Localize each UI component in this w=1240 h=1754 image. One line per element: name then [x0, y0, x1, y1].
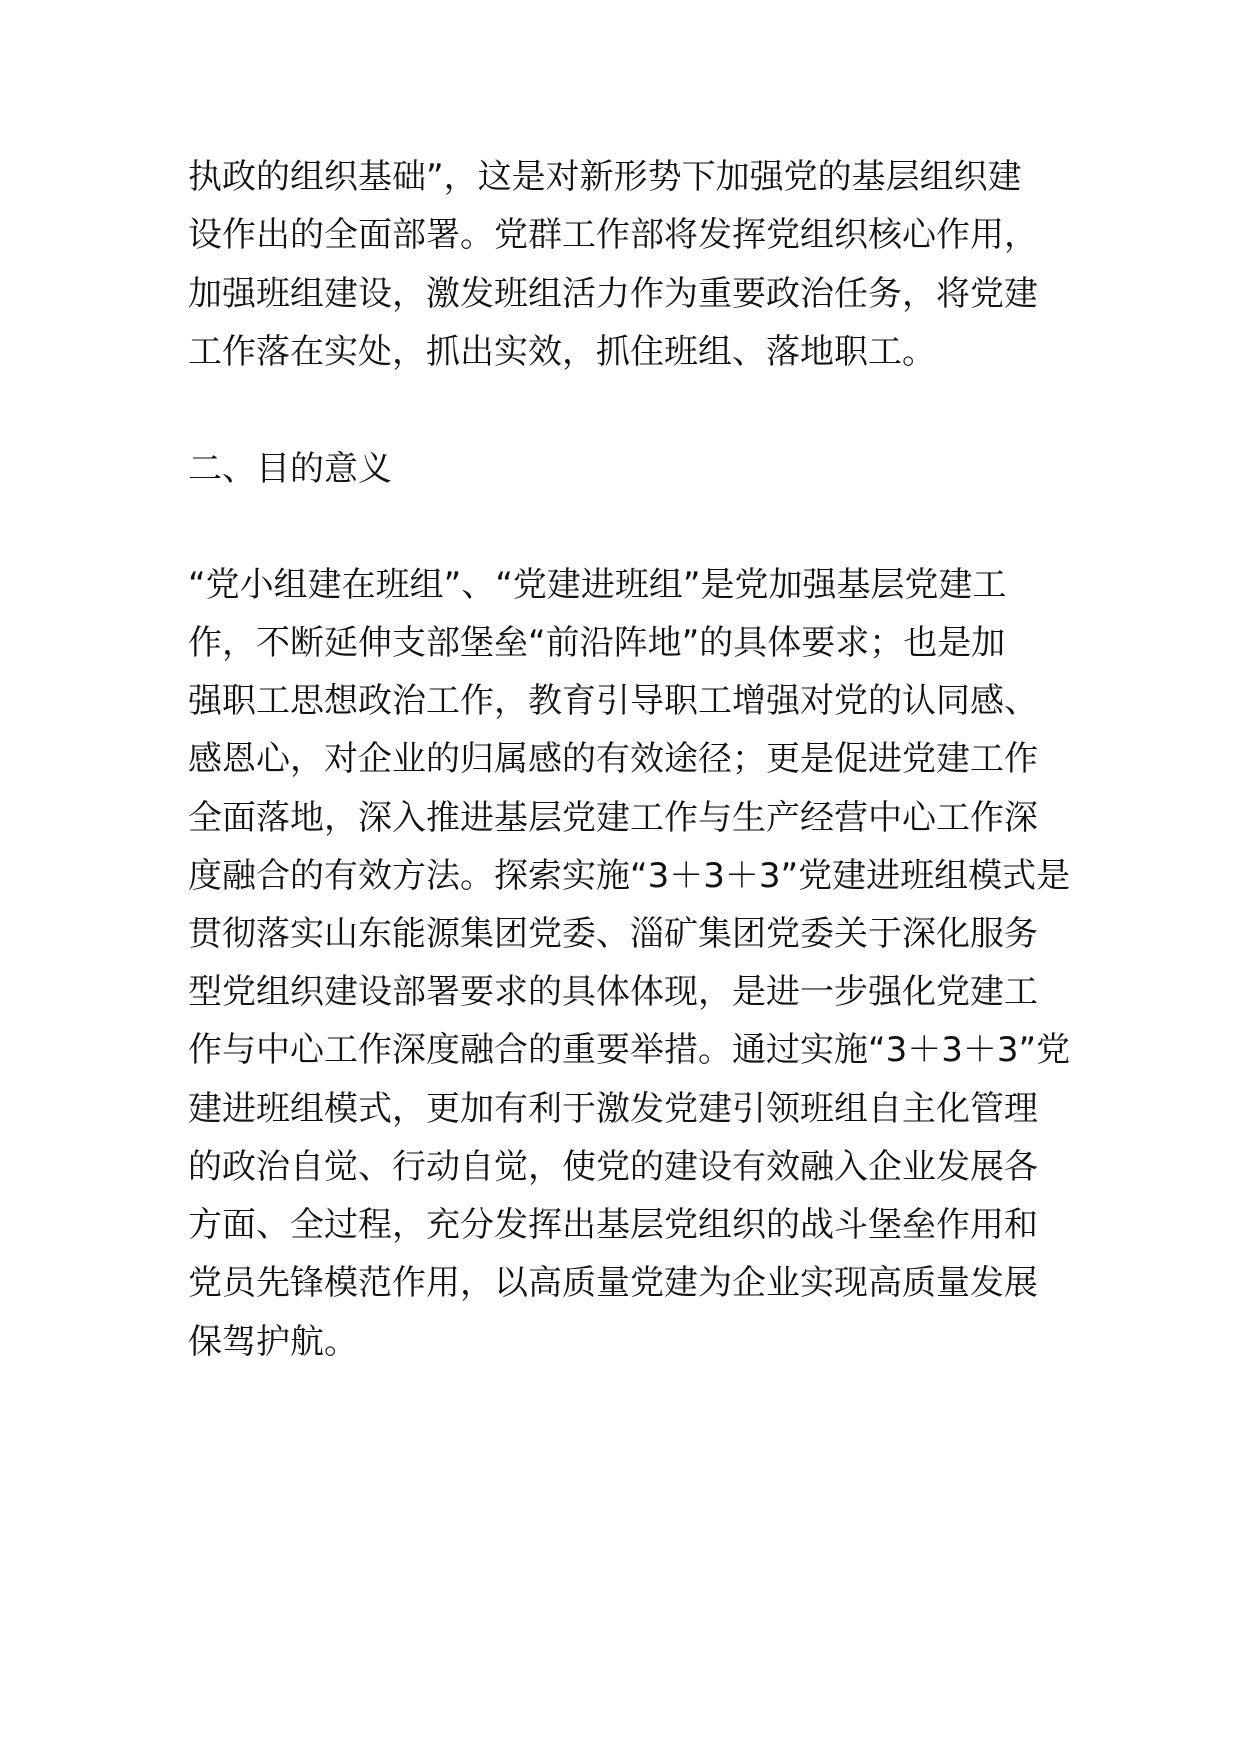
text-line: 方面、全过程，充分发挥出基层党组织的战斗堡垒作用和	[188, 1205, 1038, 1245]
text-line: 建进班组模式，更加有利于激发党建引领班组自主化管理	[188, 1089, 1038, 1129]
text-line: 加强班组建设，激发班组活力作为重要政治任务，将党建	[188, 274, 1038, 314]
text-line: 的政治自觉、行动自觉，使党的建设有效融入企业发展各	[188, 1147, 1038, 1187]
text-line: 感恩心，对企业的归属感的有效途径；更是促进党建工作	[188, 739, 1038, 779]
text-line: “党小组建在班组”、“党建进班组”是党加强基层党建工	[188, 565, 1007, 605]
text-line: 度融合的有效方法。探索实施“3＋3＋3”党建进班组模式是	[188, 856, 1071, 896]
text-line: 全面落地，深入推进基层党建工作与生产经营中心工作深	[188, 798, 1038, 838]
text-line: 作与中心工作深度融合的重要举措。通过实施“3＋3＋3”党	[188, 1030, 1071, 1070]
text-line: 设作出的全面部署。党群工作部将发挥党组织核心作用，	[188, 215, 1038, 255]
text-line: 强职工思想政治工作，教育引导职工增强对党的认同感、	[188, 681, 1038, 721]
section-heading: 二、目的意义	[188, 449, 392, 489]
text-line: 保驾护航。	[188, 1322, 358, 1362]
text-line: 工作落在实处，抓出实效，抓住班组、落地职工。	[188, 332, 936, 372]
text-line: 作，不断延伸支部堡垒“前沿阵地”的具体要求；也是加	[188, 623, 1006, 663]
text-line: 党员先锋模范作用，以高质量党建为企业实现高质量发展	[188, 1263, 1038, 1303]
text-line: 型党组织建设部署要求的具体体现，是进一步强化党建工	[188, 972, 1038, 1012]
text-line: 执政的组织基础”，这是对新形势下加强党的基层组织建	[188, 157, 1022, 197]
text-line: 贯彻落实山东能源集团党委、淄矿集团党委关于深化服务	[188, 914, 1038, 954]
